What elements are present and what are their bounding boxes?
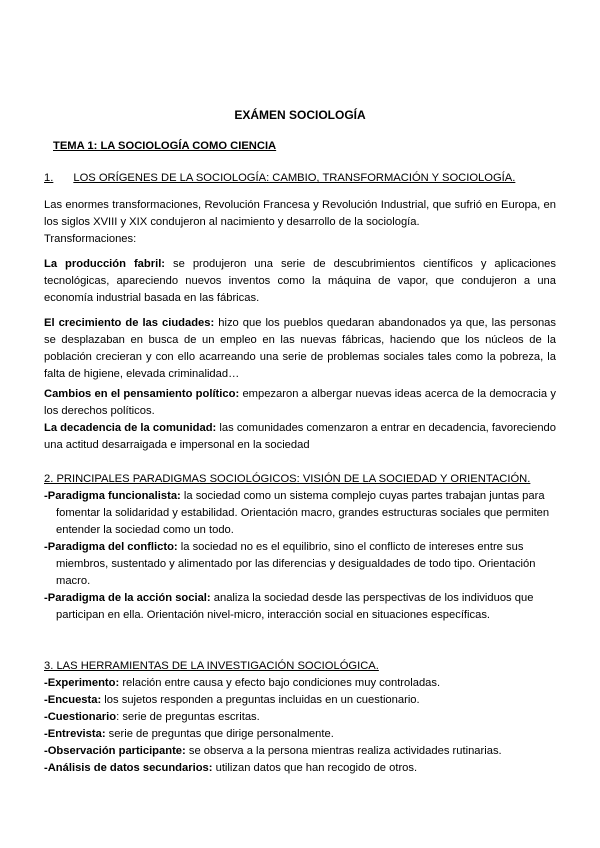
- transformation-item: [44, 315, 556, 383]
- topic-heading: TEMA 1: LA SOCIOLOGÍA COMO CIENCIA: [53, 140, 277, 152]
- item-term: -Experimento:: [44, 677, 120, 689]
- list-item: [44, 743, 556, 760]
- item-term: -Encuesta:: [44, 694, 102, 706]
- item-text: se produjeron una serie de descubrimientos científicos y aplicaciones tecnológicas, apareciendo nuevos inventos como la máquina de vapor, que condujeron a una economía industrial basada en las fábricas.: [44, 258, 556, 304]
- section-1-number: 1.: [44, 172, 54, 184]
- transformation-item: [44, 256, 556, 307]
- item-term: Cambios en el pensamiento político:: [44, 388, 240, 400]
- list-item: [44, 692, 556, 709]
- section-3-heading: 3. LAS HERRAMIENTAS DE LA INVESTIGACIÓN SOCIOLÓGICA.: [44, 660, 379, 672]
- item-text: analiza la sociedad desde las perspectivas de los individuos que participan en ella. Orientación nivel-micro, interacción social en situaciones específicas.: [56, 592, 534, 621]
- item-term: -Paradigma funcionalista:: [44, 490, 181, 502]
- item-term: -Paradigma de la acción social:: [44, 592, 211, 604]
- item-text: los sujetos responden a preguntas incluidas en un cuestionario.: [101, 694, 420, 706]
- page-title: EXÁMEN SOCIOLOGÍA: [234, 108, 366, 122]
- item-text: la sociedad no es el equilibrio, sino el conflicto de intereses entre sus miembros, sustentado y alimentado por las diferencias y desigualdades de todo tipo. Orientación macro.: [56, 541, 536, 587]
- tools-list: [44, 675, 556, 777]
- item-term: -Observación participante:: [44, 745, 186, 757]
- list-item: [44, 488, 556, 539]
- item-text: serie de preguntas que dirige personalmente.: [105, 728, 334, 740]
- item-term: La decadencia de la comunidad:: [44, 422, 217, 434]
- section-1-title: LOS ORÍGENES DE LA SOCIOLOGÍA: CAMBIO, TRANSFORMACIÓN Y SOCIOLOGÍA.: [73, 172, 516, 184]
- list-item: [44, 760, 556, 777]
- item-term: -Paradigma del conflicto:: [44, 541, 178, 553]
- item-text: relación entre causa y efecto bajo condiciones muy controladas.: [119, 677, 441, 689]
- intro-paragraph: Las enormes transformaciones, Revolución Francesa y Revolución Industrial, que sufrió en Europa, en los siglos XVIII y XIX condujeron al nacimiento y desarrollo de la sociología.: [44, 199, 556, 228]
- list-item: [44, 709, 556, 726]
- item-text: : serie de preguntas escritas.: [116, 711, 260, 723]
- item-text: hizo que los pueblos quedaran abandonados ya que, las personas se desplazaban en busca de un empleo en las nuevas fábricas, haciendo que los núcleos de la población crecieran y con ello acarreando una serie de problemas sociales tales como la pobreza, la falta de higiene, elevada criminalidad…: [44, 317, 556, 380]
- paradigms-list: [44, 488, 556, 624]
- list-item: [44, 590, 556, 624]
- transformation-item: [44, 420, 556, 454]
- list-item: [44, 726, 556, 743]
- item-term: El crecimiento de las ciudades:: [44, 317, 215, 329]
- list-item: [44, 675, 556, 692]
- section-2-heading: 2. PRINCIPALES PARADIGMAS SOCIOLÓGICOS: VISIÓN DE LA SOCIEDAD Y ORIENTACIÓN.: [44, 473, 531, 485]
- item-term: La producción fabril:: [44, 258, 166, 270]
- section-1-intro: [44, 197, 556, 248]
- item-text: la sociedad como un sistema complejo cuyas partes trabajan juntas para fomentar la solidaridad y estabilidad. Orientación macro, grandes estructuras sociales que permiten entender la sociedad como un todo.: [56, 490, 550, 536]
- item-text: se observa a la persona mientras realiza actividades rutinarias.: [185, 745, 502, 757]
- item-term: -Análisis de datos secundarios:: [44, 762, 213, 774]
- item-text: empezaron a albergar nuevas ideas acerca de la democracia y los derechos políticos.: [44, 388, 556, 417]
- section-1-heading: [44, 170, 556, 187]
- item-text: las comunidades comenzaron a entrar en decadencia, favoreciendo una actitud desarraigada e impersonal en la sociedad: [44, 422, 556, 451]
- list-item: [44, 539, 556, 590]
- item-term: -Cuestionario: [44, 711, 117, 723]
- item-text: utilizan datos que han recogido de otros.: [212, 762, 418, 774]
- transformations-label: Transformaciones:: [44, 233, 137, 245]
- transformation-item: [44, 386, 556, 420]
- item-term: -Entrevista:: [44, 728, 106, 740]
